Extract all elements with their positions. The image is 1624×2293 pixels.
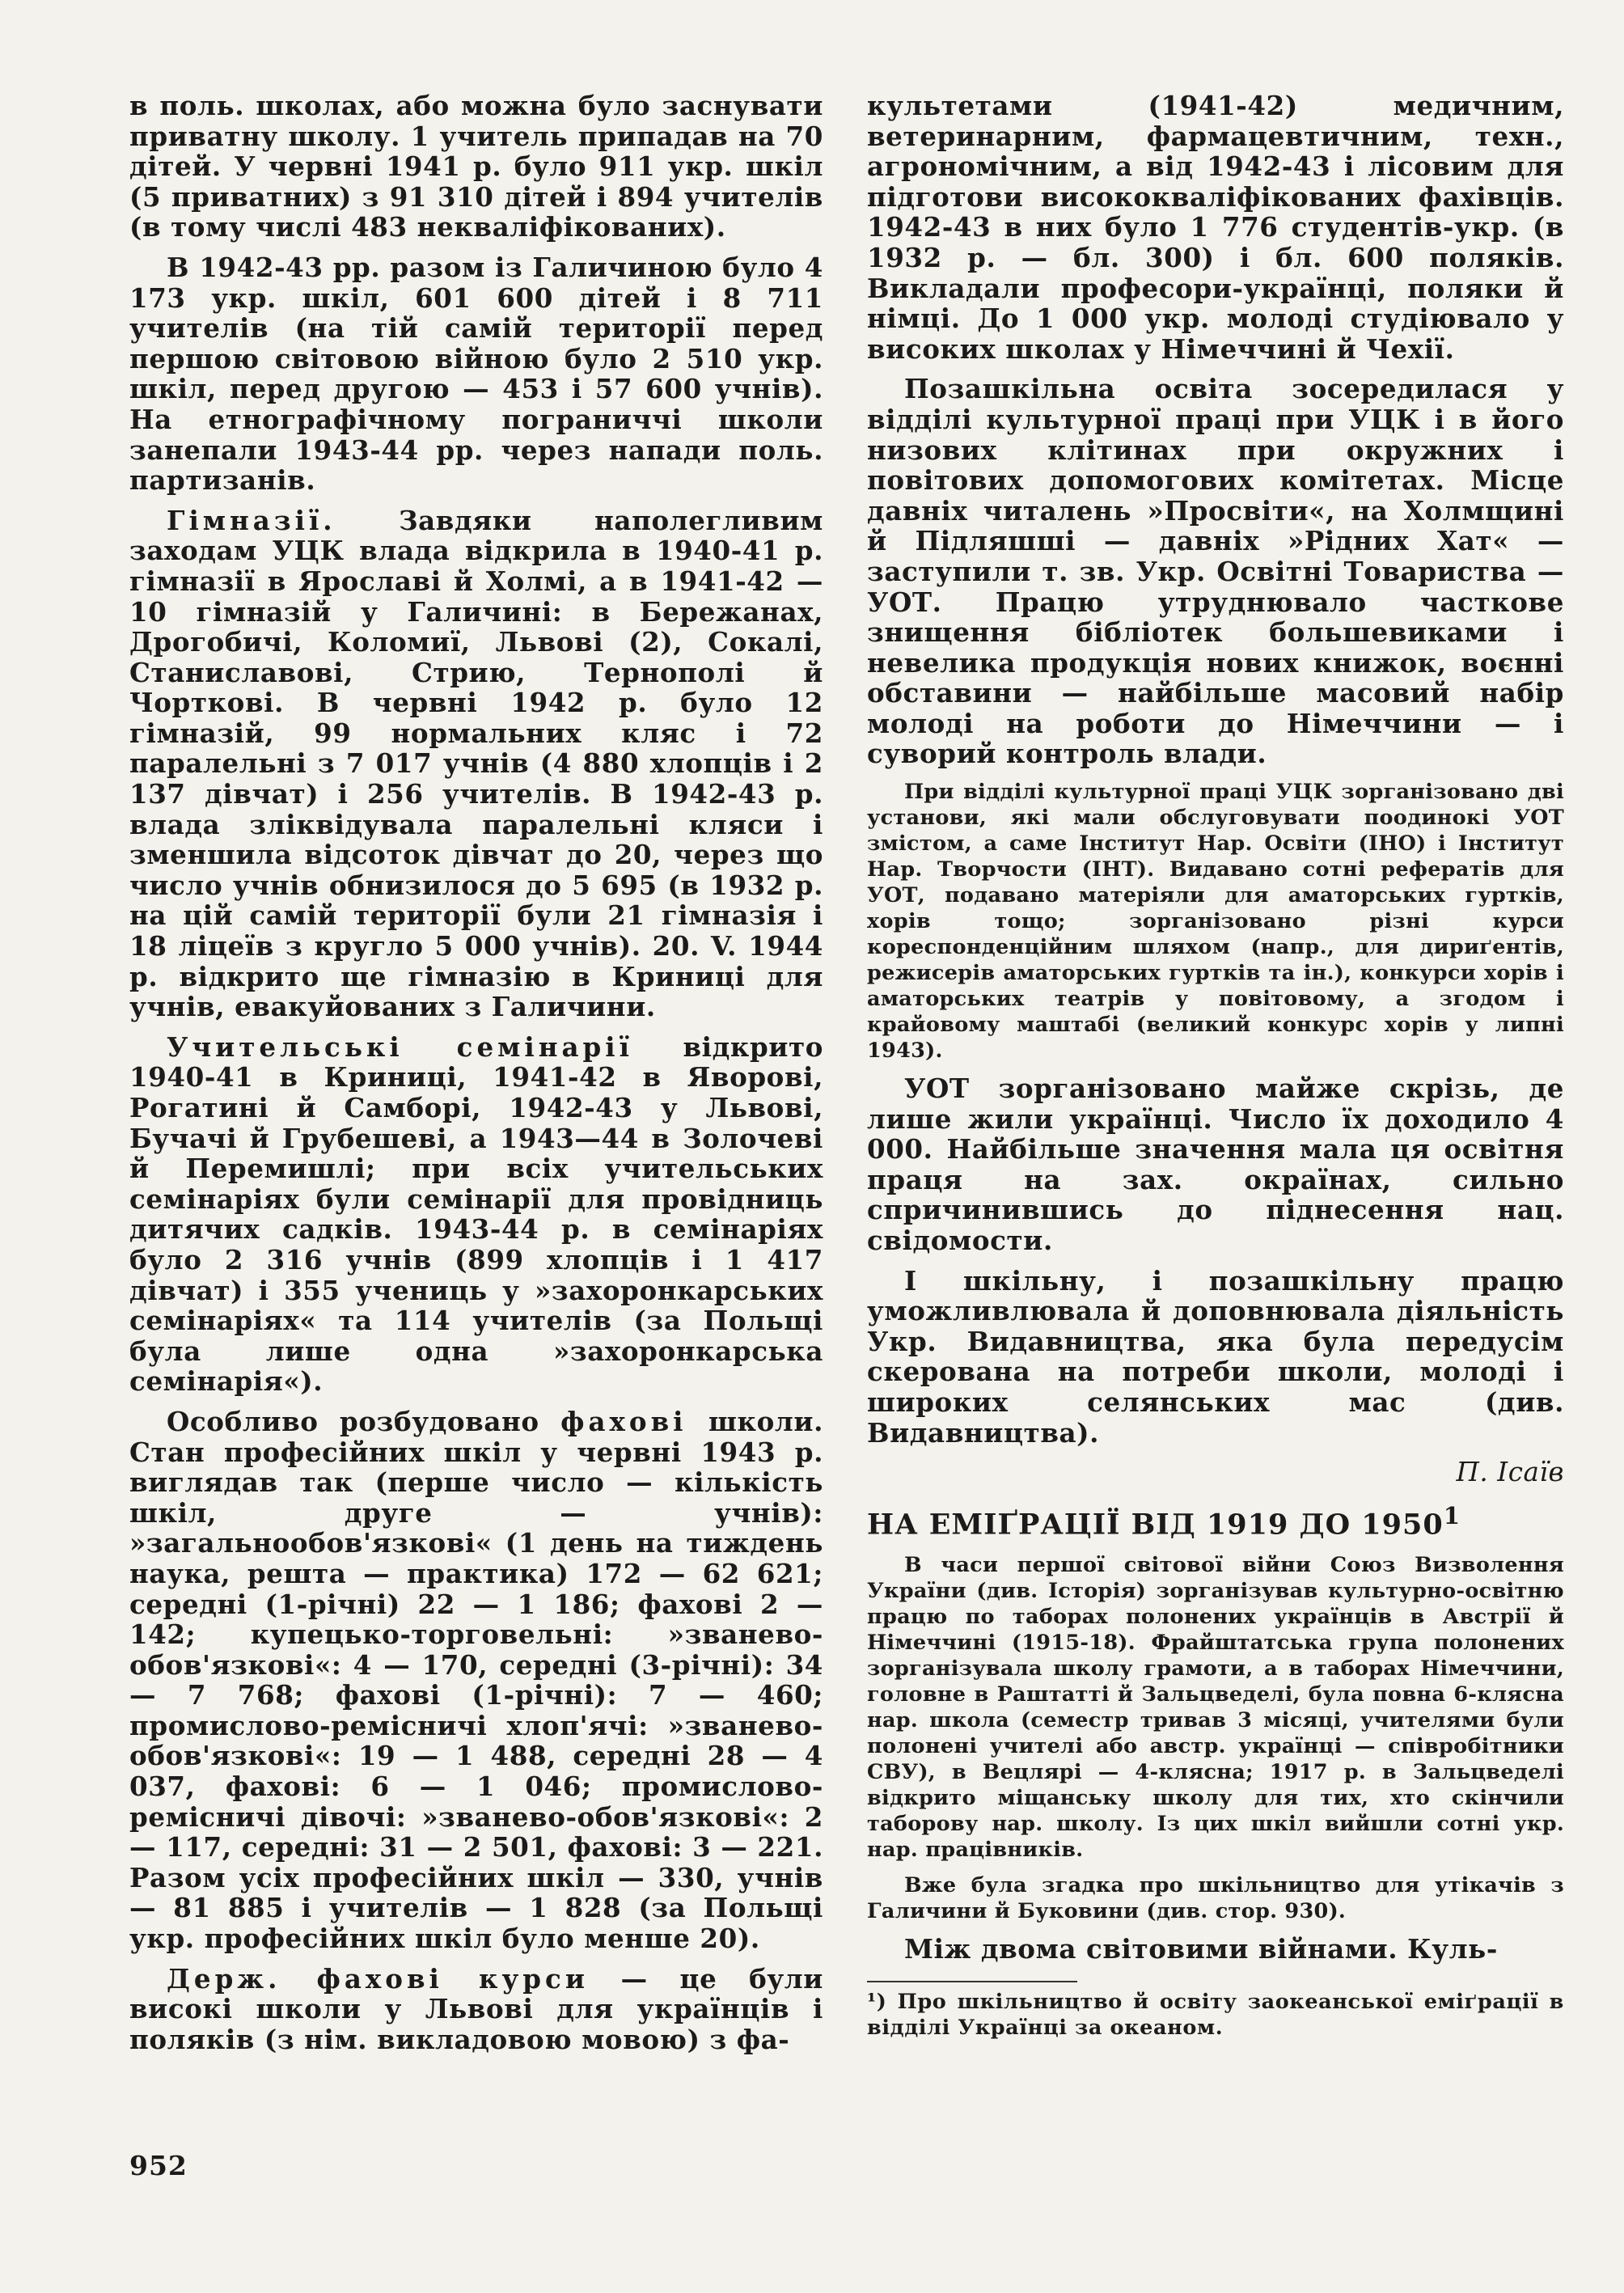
section-lead: Позашкільна освіта [904, 373, 1253, 405]
paragraph-text: — це були високі школи у Львові для українців і поляків (з нім. викладовою мовою) з фа- [129, 1962, 823, 2055]
paragraph-text: школи. Стан професійних шкіл у червні 1943 р. виглядав так (перше число — кількість шкіл, друге — учнів): »загальнообов'язкові« (1 день на тиждень наука, решта — практика) 172 — 62 621; середні (1-річні) 22 — 1 186; фахові 2 — 142; купецько-торговельні: »званево-обов'язкові«: 4 — 170, середні (3-річні): 34 — 7 768; фахові (1-річні): 7 — 460; промислово-ремісничі хлоп'ячі: »званево-обов'язкові«: 19 — 1 488, середні 28 — 4 037, фахові: 6 — 1 046; промислово-ремісничі дівочі: »званево-обов'язкові«: 2 — 117, середні: 31 — 2 501, фахові: 3 — 221. Разом усіх професійних шкіл — 330, учнів — 81 885 і учителів — 1 828 (за Польщі укр. професійних шкіл було менше 20). [129, 1405, 823, 1955]
left-column [129, 91, 823, 2064]
paragraph-text: зосередилася у відділі культурної праці при УЦК і в його низових клітинах при окружних і повітових допомогових комітетах. Місце давніх читалень »Просвіти«, на Холмщині й Підляшші — давніх »Рідних Хат« — заступили т. зв. Укр. Освітні Товариства — УОТ. Працю утруднювало часткове знищення бібліотек большевиками і невелика продукція нових книжок, воєнні обставини — найбільше масовий набір молоді на роботи до Німеччини — і суворий контроль влади. [867, 373, 1564, 770]
paragraph: культетами (1941-42) медичним, ветеринарним, фармацевтичним, техн., агрономічним, а від 1942-43 і лісовим для підготови висококваліфікованих фахівців. 1942-43 в них було 1 776 студентів-укр. (в 1932 р. — бл. 300) і бл. 600 поляків. Викладали професори-українці, поляки й німці. До 1 000 укр. молоді студіювало у високих школах у Німеччині й Чехії. [867, 90, 1564, 365]
paragraph [129, 506, 823, 1022]
footnote: ¹) Про шкільництво й освіту заокеанської еміґрації в відділі Українці за океаном. [867, 1990, 1564, 2041]
footnote-divider [867, 1981, 1077, 1982]
section-lead: Гімназії. [167, 504, 336, 536]
small-paragraph: Вже була згадка про шкільництво для утікачів з Галичини й Буковини (див. стор. 930). [867, 1873, 1564, 1924]
paragraph [867, 1934, 1564, 1965]
paragraph [129, 1407, 823, 1954]
paragraph-text: Особливо розбудовано [167, 1405, 561, 1437]
paragraph: УОТ зорганізовано майже скрізь, де лише жили українці. Число їх доходило 4 000. Найбільше значення мала ця освітня праця на зах. окраїнах, сильно спричинившись до піднесення нац. свідомости. [867, 1072, 1564, 1257]
section-heading [867, 1498, 1564, 1543]
paragraph: в поль. школах, або можна було заснувати приватну школу. 1 учитель припадав на 70 дітей. У червні 1941 р. було 911 укр. шкіл (5 приватних) з 91 310 дітей і 894 учителів (в тому числі 483 некваліфікованих). [129, 90, 823, 243]
right-column [867, 91, 1564, 2050]
section-heading-text: НА ЕМІҐРАЦІЇ ВІД 1919 ДО 1950 [867, 1508, 1444, 1542]
footnote-marker: 1 [1443, 1501, 1461, 1529]
section-lead: фахові [560, 1405, 687, 1437]
small-paragraph: В часи першої світової війни Союз Визволення України (див. Історія) зорганізував культурно-освітню працю по таборах полонених українців в Австрії й Німеччині (1915-18). Фрайштатська група полонених зорганізувала школу грамоти, а в таборах Німеччини, головне в Раштатті й Зальцведелі, була повна 6-клясна нар. школа (семестр тривав 3 місяці, учителями були полонені учителі або австр. українці — співробітники СВУ), в Вецлярі — 4-клясна; 1917 р. в Зальцведелі відкрито міщанську школу для тих, хто скінчили таборову нар. школу. Із цих шкіл вийшли сотні укр. нар. працівників. [867, 1553, 1564, 1863]
section-lead: Між двома світовими війнами. [904, 1933, 1398, 1965]
page-number: 952 [129, 2150, 188, 2181]
paragraph [867, 374, 1564, 769]
author-signature: П. Ісаїв [1456, 1457, 1564, 1488]
section-lead: Учительські семінарії [167, 1030, 633, 1063]
section-lead: Держ. фахові курси [167, 1962, 589, 1995]
paragraph: І шкільну, і позашкільну працю уможливлювала й доповнювала діяльність Укр. Видавництва, яка була передусім скерована на потреби школи, молоді і широких селянських мас (див. Видавництва). [867, 1264, 1564, 1449]
paragraph [129, 1964, 823, 2055]
small-paragraph: При відділі культурної праці УЦК зорганізовано дві установи, які мали обслуговувати поодинокі УОТ змістом, а саме Інститут Нар. Освіти (ІНО) і Інститут Нар. Творчости (ІНТ). Видавано сотні рефератів для УОТ, подавано матеріяли для аматорських гуртків, хорів тощо; зорганізовано різні курси кореспонденційним шляхом (напр., для дириґентів, режисерів аматорських гуртків та ін.), конкурси хорів і аматорських театрів у повітовому, а згодом і крайовому маштабі (великий конкурс хорів у липні 1943). [867, 780, 1564, 1064]
paragraph [129, 1032, 823, 1397]
paragraph-text: Завдяки наполегливим заходам УЦК влада відкрила в 1940-41 р. гімназії в Ярославі й Холмі, а в 1941-42 — 10 гімназій у Галичині: в Бережанах, Дрогобичі, Коломиї, Львові (2), Сокалі, Станиславові, Стрию, Тернополі й Чорткові. В червні 1942 р. було 12 гімназій, 99 нормальних кляс і 72 паралельні з 7 017 учнів (4 880 хлопців і 2 137 дівчат) і 256 учителів. В 1942-43 р. влада зліквідувала паралельні кляси і зменшила відсоток дівчат до 20, через що число учнів обнизилося до 5 695 (в 1932 р. на цій самій території були 21 гімназія і 18 ліцеїв з кругло 5 000 учнів). 20. V. 1944 р. відкрито ще гімназію в Криниці для учнів, евакуйованих з Галичини. [129, 504, 823, 1023]
paragraph-text: Куль- [1398, 1933, 1498, 1965]
paragraph: В 1942-43 рр. разом із Галичиною було 4 173 укр. шкіл, 601 600 дітей і 8 711 учителів (на тій самій території перед першою світовою війною було 2 510 укр. шкіл, перед другою — 453 і 57 600 учнів). На етнографічному пограниччі школи занепали 1943-44 рр. через напади поль. партизанів. [129, 251, 823, 497]
paragraph-text: відкрито 1940-41 в Криниці, 1941-42 в Яворові, Рогатині й Самборі, 1942-43 у Львові, Бучачі й Грубешеві, а 1943—44 в Золочеві й Перемишлі; при всіх учительських семінаріях були семінарії для провідниць дитячих садків. 1943-44 р. в семінаріях було 2 316 учнів (899 хлопців і 1 417 дівчат) і 355 учениць у »захоронкарських семінаріях« та 114 учителів (за Польщі була лише одна »захоронкарська семінарія«). [129, 1030, 824, 1398]
